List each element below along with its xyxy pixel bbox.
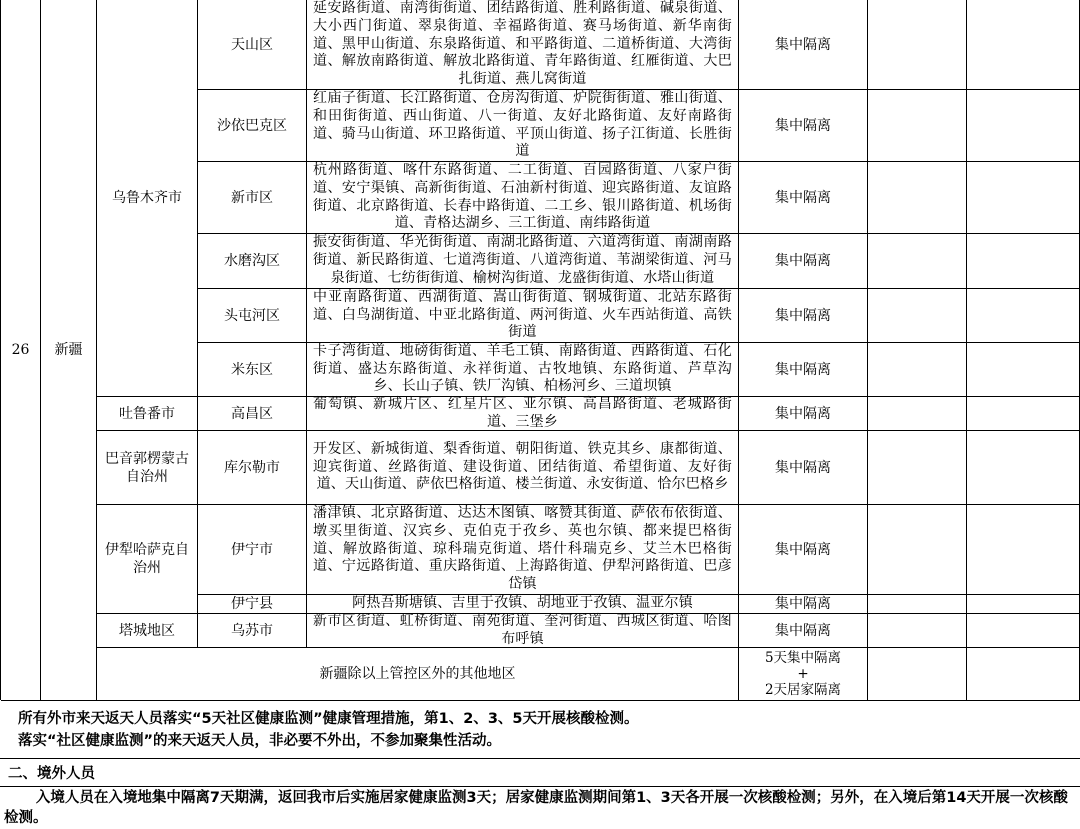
measure-cell: 集中隔离 — [739, 289, 868, 343]
blank-cell — [967, 343, 1080, 397]
city-cell: 巴音郭楞蒙古自治州 — [97, 431, 198, 505]
blank-cell — [868, 234, 967, 289]
district-cell: 天山区 — [198, 0, 307, 90]
streets-cell: 潘津镇、北京路街道、达达木图镇、喀赞其街道、萨依布依街道、墩买里街道、汉宾乡、克伯克于孜乡、英也尔镇、都来提巴格街道、解放路街道、琼科瑞克街道、塔什科瑞克乡、艾兰木巴格街道、宁远路街道、重庆路街道、上海路街道、伊犁河路街道、巴彦岱镇 — [307, 505, 739, 595]
city-cell: 伊犁哈萨克自治州 — [97, 505, 198, 614]
streets-cell: 杭州路街道、喀什东路街道、二工街道、百园路街道、八家户街道、安宁渠镇、高新街街道、石油新村街道、迎宾路街道、友谊路街道、北京路街道、长春中路街道、二工乡、银川路街道、机场街道、青格达湖乡、三工街道、南纬路街道 — [307, 162, 739, 234]
measure-cell: 集中隔离 — [739, 343, 868, 397]
section-2-body: 入境人员在入境地集中隔离7天期满，返回我市后实施居家健康监测3天；居家健康监测期间第1、3天各开展一次核酸检测；另外，在入境后第14天开展一次核酸检测。 — [4, 790, 1068, 826]
streets-cell: 新市区街道、虹桥街道、南苑街道、奎河街道、西城区街道、哈图布呼镇 — [307, 614, 739, 648]
blank-cell — [967, 90, 1080, 162]
streets-cell: 葡萄镇、新城片区、红星片区、亚尔镇、高昌路街道、老城路街道、三堡乡 — [307, 397, 739, 431]
district-cell: 乌苏市 — [198, 614, 307, 648]
district-cell: 头屯河区 — [198, 289, 307, 343]
measure-cell: 集中隔离 — [739, 90, 868, 162]
district-cell: 高昌区 — [198, 397, 307, 431]
blank-cell — [967, 648, 1080, 701]
other-measure-line1: 5天集中隔离 — [764, 650, 842, 666]
blank-cell — [967, 595, 1080, 614]
note-line-2: 落实“社区健康监测”的来天返天人员，非必要不外出，不参加聚集性活动。 — [18, 732, 502, 749]
district-cell: 库尔勒市 — [198, 431, 307, 505]
city-cell: 塔城地区 — [97, 614, 198, 648]
city-cell: 吐鲁番市 — [97, 397, 198, 431]
other-measure-plus: + — [797, 666, 809, 682]
blank-cell — [967, 431, 1080, 505]
blank-cell — [967, 397, 1080, 431]
streets-cell: 延安路街道、南湾街街道、团结路街道、胜利路街道、碱泉街道、大小西门街道、翠泉街道、幸福路街道、赛马场街道、新华南街道、黑甲山街道、东泉路街道、和平路街道、二道桥街道、大湾街道、解放南路街道、解放北路街道、青年路街道、红雁街道、大巴扎街道、燕儿窝街道 — [307, 0, 739, 90]
other-areas-cell: 新疆除以上管控区外的其他地区 — [97, 648, 739, 701]
blank-cell — [868, 289, 967, 343]
district-cell: 米东区 — [198, 343, 307, 397]
blank-cell — [868, 505, 967, 595]
blank-cell — [967, 234, 1080, 289]
district-cell: 水磨沟区 — [198, 234, 307, 289]
district-cell: 沙依巴克区 — [198, 90, 307, 162]
measure-cell: 集中隔离 — [739, 162, 868, 234]
health-monitoring-note — [0, 701, 1080, 759]
blank-cell — [868, 431, 967, 505]
measure-cell: 集中隔离 — [739, 505, 868, 595]
streets-cell: 中亚南路街道、西湖街道、嵩山街街道、钢城街道、北站东路街道、白鸟湖街道、中亚北路街道、两河街道、火车西站街道、高铁街道 — [307, 289, 739, 343]
blank-cell — [967, 289, 1080, 343]
measure-cell: 集中隔离 — [739, 614, 868, 648]
blank-cell — [868, 595, 967, 614]
other-measure-line2: 2天居家隔离 — [764, 682, 842, 698]
blank-cell — [868, 614, 967, 648]
blank-cell — [868, 397, 967, 431]
streets-cell: 卡子湾街道、地磅街街道、羊毛工镇、南路街道、西路街道、石化街道、盛达东路街道、永祥街道、古牧地镇、东路街道、芦草沟乡、长山子镇、铁厂沟镇、柏杨河乡、三道坝镇 — [307, 343, 739, 397]
city-cell: 乌鲁木齐市 — [97, 0, 198, 397]
blank-cell — [868, 343, 967, 397]
streets-cell: 振安街街道、华光街街道、南湖北路街道、六道湾街道、南湖南路街道、新民路街道、七道湾街道、八道湾街道、苇湖梁街道、河马泉街道、七纺街街道、榆树沟街道、龙盛街街道、水塔山街道 — [307, 234, 739, 289]
district-cell: 伊宁市 — [198, 505, 307, 595]
blank-cell — [967, 0, 1080, 90]
other-measure-cell — [739, 648, 868, 701]
row-number: 26 — [1, 0, 41, 701]
blank-cell — [967, 614, 1080, 648]
streets-cell: 阿热吾斯塘镇、吉里于孜镇、胡地亚于孜镇、温亚尔镇 — [307, 595, 739, 614]
measure-cell: 集中隔离 — [739, 234, 868, 289]
blank-cell — [868, 162, 967, 234]
measure-cell: 集中隔离 — [739, 0, 868, 90]
measure-cell: 集中隔离 — [739, 595, 868, 614]
measure-cell: 集中隔离 — [739, 397, 868, 431]
province-cell: 新疆 — [41, 0, 97, 701]
section-2-title: 二、境外人员 — [0, 759, 1080, 787]
district-cell: 新市区 — [198, 162, 307, 234]
note-line-1: 所有外市来天返天人员落实“5天社区健康监测”健康管理措施，第1、2、3、5天开展核酸检测。 — [18, 710, 639, 727]
district-cell: 伊宁县 — [198, 595, 307, 614]
streets-cell: 开发区、新城街道、梨香街道、朝阳街道、铁克其乡、康都街道、迎宾街道、丝路街道、建设街道、团结街道、希望街道、友好街道、天山街道、萨依巴格街道、楼兰街道、永安街道、恰尔巴格乡 — [307, 431, 739, 505]
blank-cell — [967, 505, 1080, 595]
streets-cell: 红庙子街道、长江路街道、仓房沟街道、炉院街街道、雅山街道、和田街街道、西山街道、八一街道、友好北路街道、友好南路街道、骑马山街道、环卫路街道、平顶山街道、扬子江街道、长胜街道 — [307, 90, 739, 162]
blank-cell — [868, 90, 967, 162]
measure-cell: 集中隔离 — [739, 431, 868, 505]
blank-cell — [868, 0, 967, 90]
blank-cell — [967, 162, 1080, 234]
blank-cell — [868, 648, 967, 701]
